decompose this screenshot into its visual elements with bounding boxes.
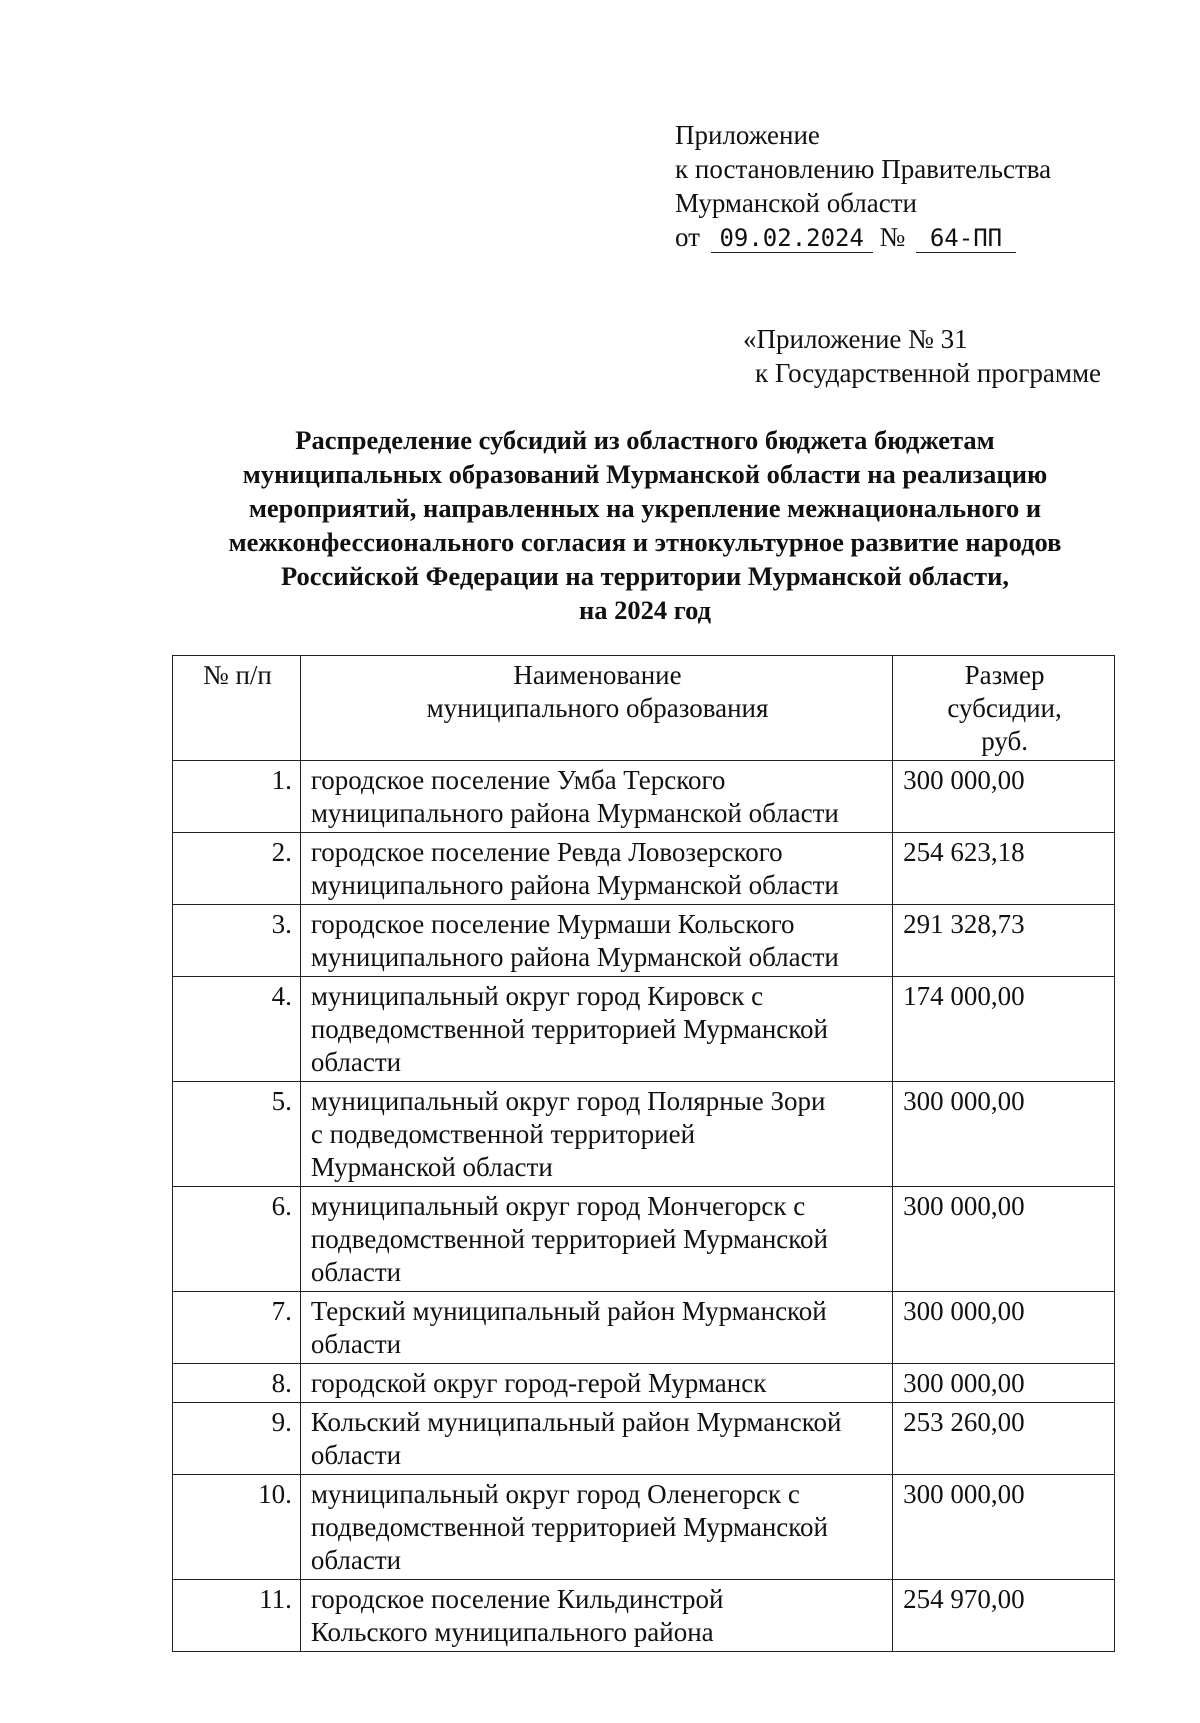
title-line-5: Российской Федерации на территории Мурманской области,	[281, 561, 1009, 591]
number-label: №	[879, 222, 906, 252]
header-number: № п/п	[173, 656, 301, 761]
table-row	[173, 1082, 1115, 1187]
municipality-name-line: муниципального района Мурманской области	[310, 942, 839, 972]
row-number: 2.	[173, 833, 301, 905]
row-number: 7.	[173, 1292, 301, 1364]
municipality-name	[300, 761, 892, 833]
subsidy-amount: 254 623,18	[893, 833, 1115, 905]
municipality-name-line: Кольского муниципального района	[310, 1617, 714, 1647]
subsidy-table	[172, 655, 1115, 1652]
municipality-name-line: муниципальный округ город Оленегорск с	[310, 1479, 800, 1509]
municipality-name	[300, 1082, 892, 1187]
table-row	[173, 1187, 1115, 1292]
subsidy-amount: 291 328,73	[893, 905, 1115, 977]
municipality-name-line: городской округ город-герой Мурманск	[310, 1368, 767, 1398]
municipality-name-line: Мурманской области	[310, 1152, 553, 1182]
subsidy-amount: 300 000,00	[893, 1475, 1115, 1580]
title-line-3: мероприятий, направленных на укрепление межнационального и	[248, 493, 1042, 523]
resolution-date: 09.02.2024	[711, 224, 873, 253]
municipality-name-line: подведомственной территорией Мурманской	[310, 1512, 828, 1542]
row-number: 11.	[173, 1580, 301, 1652]
table-row	[173, 1364, 1115, 1403]
title-line-6: на 2024 год	[578, 595, 712, 625]
municipality-name-line: области	[310, 1440, 402, 1470]
subsidy-amount: 300 000,00	[893, 1364, 1115, 1403]
table-row	[173, 905, 1115, 977]
municipality-name	[300, 1580, 892, 1652]
municipality-name	[300, 977, 892, 1082]
table-row	[173, 833, 1115, 905]
municipality-name-line: области	[310, 1047, 402, 1077]
subsidy-amount: 300 000,00	[893, 1082, 1115, 1187]
row-number: 10.	[173, 1475, 301, 1580]
municipality-name-line: Терский муниципальный район Мурманской	[310, 1296, 827, 1326]
municipality-name-line: Кольский муниципальный район Мурманской	[310, 1407, 842, 1437]
table-row	[173, 1403, 1115, 1475]
municipality-name	[300, 833, 892, 905]
appendix-line-1: «Приложение № 31	[743, 324, 968, 354]
header-amount	[893, 656, 1115, 761]
resolution-number: 64-ПП	[916, 224, 1016, 253]
row-number: 3.	[173, 905, 301, 977]
document-title	[150, 423, 1140, 627]
table-row	[173, 1475, 1115, 1580]
title-line-2: муниципальных образований Мурманской области на реализацию	[242, 459, 1048, 489]
table-row	[173, 1580, 1115, 1652]
municipality-name-line: области	[310, 1545, 402, 1575]
municipality-name	[300, 1475, 892, 1580]
approval-header	[675, 118, 1051, 254]
subsidy-amount: 254 970,00	[893, 1580, 1115, 1652]
header-line-2: к постановлению Правительства	[675, 154, 1052, 184]
from-label: от	[675, 222, 700, 252]
row-number: 1.	[173, 761, 301, 833]
title-line-4: межконфессионального согласия и этнокультурное развитие народов	[228, 527, 1062, 557]
municipality-name	[300, 1292, 892, 1364]
municipality-name-line: подведомственной территорией Мурманской	[310, 1224, 828, 1254]
municipality-name-line: подведомственной территорией Мурманской	[310, 1014, 828, 1044]
subsidy-amount: 300 000,00	[893, 1187, 1115, 1292]
municipality-name-line: муниципальный округ город Кировск с	[310, 981, 764, 1011]
header-line-3: Мурманской области	[675, 188, 917, 218]
row-number: 8.	[173, 1364, 301, 1403]
municipality-name-line: области	[310, 1329, 402, 1359]
header-amount-line-3: руб.	[981, 726, 1028, 756]
table-row	[173, 761, 1115, 833]
municipality-name	[300, 1187, 892, 1292]
header-name-line-2: муниципального образования	[426, 693, 769, 723]
municipality-name-line: с подведомственной территорией	[310, 1119, 696, 1149]
header-line-1: Приложение	[675, 120, 820, 150]
header-name	[300, 656, 892, 761]
row-number: 6.	[173, 1187, 301, 1292]
header-date-number-line	[675, 220, 1051, 254]
table-header-row	[173, 656, 1115, 761]
appendix-31-header	[743, 322, 1101, 390]
header-name-line-1: Наименование	[513, 660, 682, 690]
row-number: 4.	[173, 977, 301, 1082]
municipality-name-line: городское поселение Кильдинстрой	[310, 1584, 724, 1614]
table-row	[173, 977, 1115, 1082]
municipality-name-line: городское поселение Ревда Ловозерского	[310, 837, 783, 867]
subsidy-amount: 300 000,00	[893, 1292, 1115, 1364]
municipality-name-line: городское поселение Мурмаши Кольского	[310, 909, 795, 939]
header-amount-line-2: субсидии,	[947, 693, 1062, 723]
municipality-name	[300, 905, 892, 977]
municipality-name-line: муниципального района Мурманской области	[310, 870, 839, 900]
municipality-name	[300, 1364, 892, 1403]
municipality-name-line: городское поселение Умба Терского	[310, 765, 726, 795]
subsidy-amount: 174 000,00	[893, 977, 1115, 1082]
row-number: 9.	[173, 1403, 301, 1475]
subsidy-amount: 300 000,00	[893, 761, 1115, 833]
municipality-name-line: муниципальный округ город Полярные Зори	[310, 1086, 826, 1116]
header-amount-line-1: Размер	[964, 660, 1045, 690]
appendix-line-2: к Государственной программе	[755, 358, 1102, 388]
municipality-name-line: области	[310, 1257, 402, 1287]
row-number: 5.	[173, 1082, 301, 1187]
table-row	[173, 1292, 1115, 1364]
municipality-name-line: муниципального района Мурманской области	[310, 798, 839, 828]
subsidy-amount: 253 260,00	[893, 1403, 1115, 1475]
municipality-name-line: муниципальный округ город Мончегорск с	[310, 1191, 806, 1221]
title-line-1: Распределение субсидий из областного бюджета бюджетам	[295, 425, 995, 455]
table-body	[173, 761, 1115, 1652]
municipality-name	[300, 1403, 892, 1475]
